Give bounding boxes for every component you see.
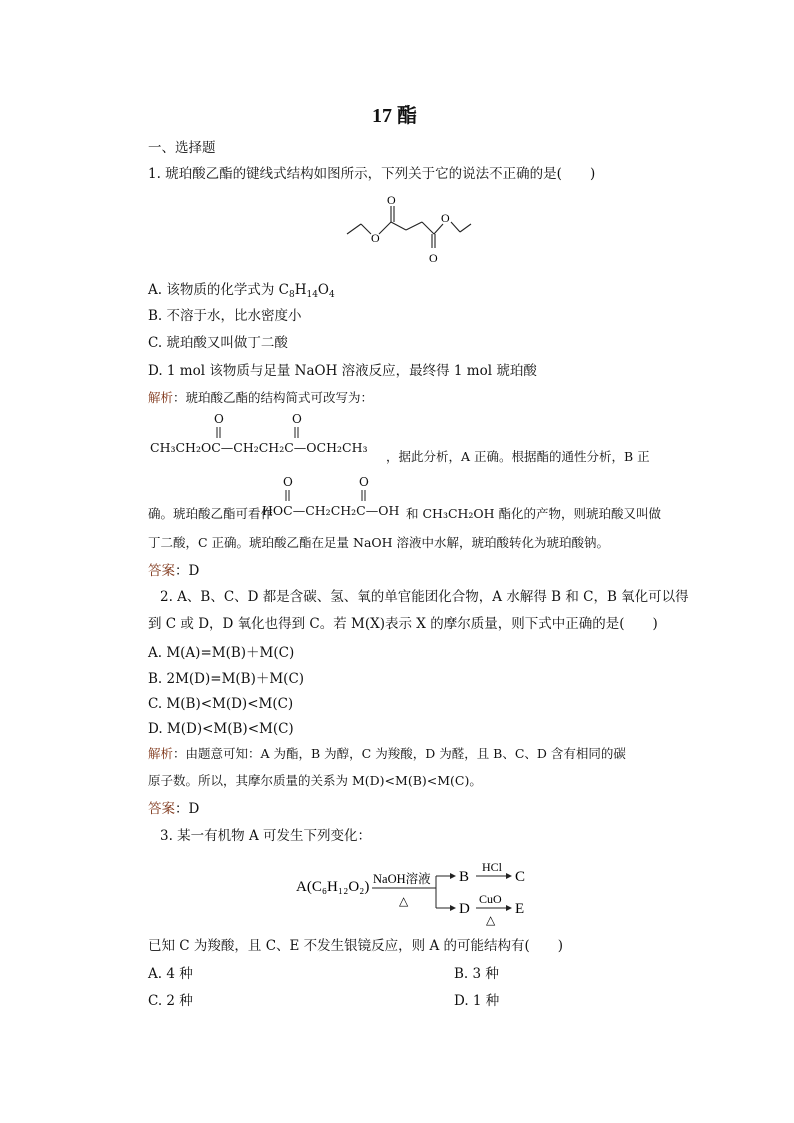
- struct-o-top-right: O: [441, 211, 450, 225]
- q3-text-close: ): [557, 938, 564, 954]
- q1-opt-a-o: O: [317, 282, 329, 298]
- q1-stem-close: ): [589, 166, 596, 182]
- scheme-hcl: HCl: [482, 860, 503, 874]
- q3-reaction-scheme: [292, 856, 532, 928]
- q2-stem-line2: [148, 614, 658, 634]
- q2-answer-label: 答案: [148, 801, 175, 817]
- scheme-arrow-head-d: [450, 905, 456, 911]
- scheme-cuo: CuO: [479, 892, 502, 906]
- q1-explanation-line1: [148, 388, 373, 408]
- q1-answer-label: 答案: [148, 563, 175, 579]
- q1-opt-a-sub-h: 14: [306, 290, 318, 300]
- formula1-o-right: O: [292, 412, 302, 426]
- q1-explanation-line3b: 和 CH₃CH₂OH 酯化的产物，则琥珀酸又叫做: [406, 506, 662, 521]
- scheme-d: D: [459, 901, 470, 917]
- section-heading: 一、选择题: [148, 140, 216, 156]
- formula2-o-right: O: [359, 475, 369, 489]
- scheme-arrow-head-b: [450, 873, 456, 879]
- struct-o-mid-left: O: [371, 231, 380, 245]
- q1-option-d: D. 1 mol 该物质与足量 NaOH 溶液反应，最终得 1 mol 琥珀酸: [148, 363, 537, 379]
- formula2-o-left: O: [283, 475, 293, 489]
- scheme-c: C: [515, 869, 526, 885]
- q1-opt-a-sub-c: 8: [288, 290, 295, 300]
- skeletal-bonds: [347, 206, 471, 248]
- scheme-reagent: NaOH溶液: [373, 872, 431, 886]
- formula1-text: CH₃CH₂OC—CH₂CH₂C—OCH₂CH₃: [150, 440, 368, 455]
- q3-option-d: D. 1 种: [454, 993, 500, 1009]
- scheme-heat: △: [399, 894, 409, 908]
- q2-option-c: C. M(B)<M(D)<M(C): [148, 696, 294, 712]
- q1-option-a: [148, 280, 335, 300]
- q2-option-a: A. M(A)=M(B)＋M(C): [148, 645, 295, 661]
- q1-explanation-line2: ，据此分析，A 正确。根据酯的通性分析，B 正: [386, 449, 650, 464]
- q1-option-c: C. 琥珀酸又叫做丁二酸: [148, 335, 288, 351]
- q1-stem-text: 1. 琥珀酸乙酯的键线式结构如图所示，下列关于它的说法不正确的是(: [148, 166, 562, 182]
- scheme-b: B: [459, 869, 470, 885]
- q2-explanation-line2: 原子数。所以，其摩尔质量的关系为 M(D)<M(B)<M(C)。: [148, 773, 482, 788]
- q1-stem: [148, 164, 595, 184]
- q1-opt-a-h: H: [294, 282, 307, 298]
- q2-answer: [148, 799, 199, 819]
- q3-text: [148, 936, 563, 956]
- page-title: 17 酯: [372, 105, 417, 127]
- scheme-arrow-head-c: [506, 873, 512, 879]
- scheme-heat2: △: [486, 913, 496, 927]
- q1-formula1: [150, 414, 390, 464]
- formula2-text: HOC—CH₂CH₂C—OH: [262, 503, 400, 518]
- q2-explanation-label: 解析: [148, 746, 174, 761]
- q1-opt-a-text: A. 该物质的化学式为 C: [148, 282, 289, 298]
- q2-answer-value: ：D: [175, 801, 200, 817]
- formula1-o-left: O: [214, 412, 224, 426]
- q3-stem: 3. 某一有机物 A 可发生下列变化：: [160, 828, 372, 844]
- q1-explanation-line4: 丁二酸，C 正确。琥珀酸乙酯在足量 NaOH 溶液中水解，琥珀酸转化为琥珀酸钠。: [148, 535, 610, 550]
- q3-option-c: C. 2 种: [148, 993, 193, 1009]
- q1-opt-a-sub-o: 4: [329, 290, 335, 300]
- q1-explanation-text1: ：琥珀酸乙酯的结构简式可改写为：: [173, 390, 374, 405]
- q1-answer-value: ：D: [175, 563, 200, 579]
- q1-explanation-label: 解析: [148, 390, 174, 405]
- q1-formula2: [262, 477, 412, 527]
- scheme-reactant-a: A(C₆H₁₂O₂): [296, 879, 370, 895]
- q2-stem-close: ): [652, 616, 658, 632]
- q1-skeletal-structure: [340, 192, 480, 272]
- struct-o-top-left: O: [387, 193, 396, 207]
- scheme-e: E: [515, 901, 525, 917]
- q1-explanation-line3a: 确。琥珀酸乙酯可看作: [148, 506, 274, 521]
- q1-option-b: B. 不溶于水，比水密度小: [148, 308, 302, 324]
- q2-option-d: D. M(D)<M(B)<M(C): [148, 721, 294, 737]
- q2-explanation-text1: ：由题意可知：A 为酯，B 为醇，C 为羧酸，D 为醛，且 B、C、D 含有相同的碳: [173, 746, 626, 761]
- q2-explanation-line1: [148, 744, 626, 764]
- q1-answer: [148, 561, 199, 581]
- q3-option-a: A. 4 种: [148, 966, 193, 982]
- scheme-arrow-head-e: [506, 905, 512, 911]
- q2-stem-text: 到 C 或 D，D 氧化也得到 C。若 M(X)表示 X 的摩尔质量，则下式中正确的是(: [148, 616, 625, 632]
- q3-option-b: B. 3 种: [454, 966, 499, 982]
- q2-option-b: B. 2M(D)=M(B)＋M(C): [148, 671, 305, 687]
- q2-stem-line1: 2. A、B、C、D 都是含碳、氢、氧的单官能团化合物，A 水解得 B 和 C，B 氧化可以得: [160, 589, 689, 605]
- struct-o-bottom: O: [429, 251, 438, 265]
- q3-text-body: 已知 C 为羧酸，且 C、E 不发生银镜反应，则 A 的可能结构有(: [148, 938, 530, 954]
